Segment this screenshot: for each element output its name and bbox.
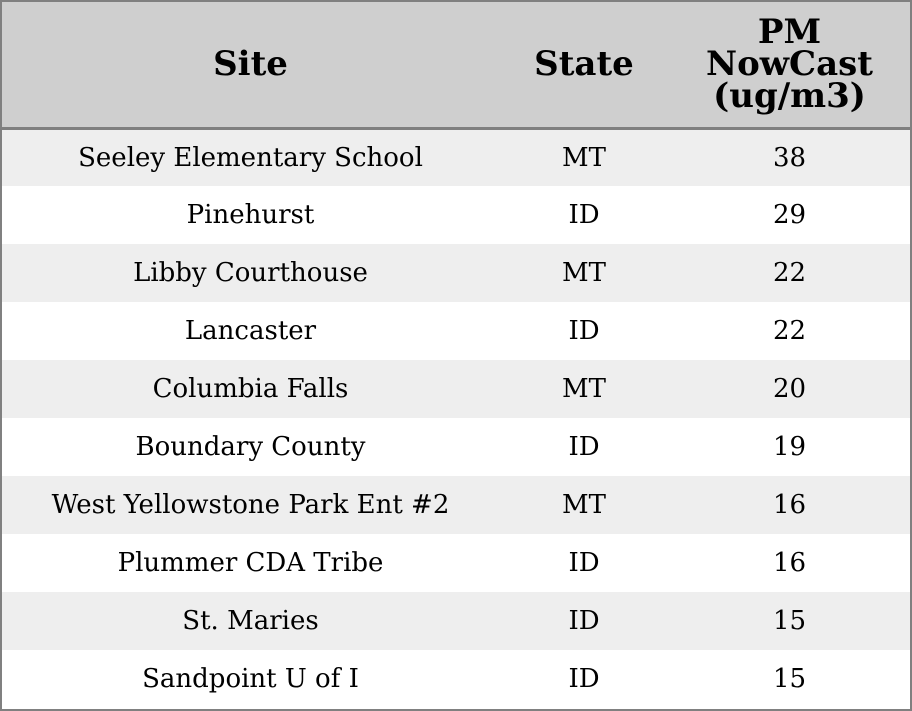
cell-site: Plummer CDA Tribe: [117, 548, 384, 578]
header-site: Site: [2, 2, 499, 128]
cell-state: ID: [568, 548, 600, 578]
cell-state: ID: [568, 200, 600, 230]
cell-state: ID: [568, 432, 600, 462]
table-row: [2, 186, 910, 244]
table-row: [2, 128, 910, 186]
cell-site: Libby Courthouse: [133, 258, 368, 288]
cell-state: ID: [568, 663, 600, 694]
table-row: [2, 592, 910, 650]
table-row: [2, 476, 910, 534]
header-pm-nowcast: [669, 2, 910, 128]
cell-pm-nowcast: 15: [772, 663, 807, 694]
cell-pm-nowcast: 20: [772, 374, 807, 404]
cell-pm-nowcast: 22: [772, 316, 807, 346]
cell-site: Seeley Elementary School: [78, 142, 423, 173]
cell-state: MT: [562, 374, 606, 404]
cell-site: Pinehurst: [186, 200, 315, 230]
cell-pm-nowcast: 16: [772, 548, 807, 578]
cell-pm-nowcast: 22: [772, 258, 807, 288]
cell-site: Boundary County: [135, 432, 366, 462]
table-body: [2, 128, 910, 707]
cell-state: MT: [562, 490, 606, 520]
table-row: [2, 534, 910, 592]
cell-state: MT: [562, 258, 606, 288]
cell-site: Sandpoint U of I: [142, 663, 359, 694]
cell-site: St. Maries: [182, 606, 319, 636]
table-header-row: [2, 2, 910, 128]
cell-state: ID: [568, 606, 600, 636]
table-row: [2, 302, 910, 360]
cell-pm-nowcast: 19: [772, 432, 807, 462]
cell-state: MT: [562, 142, 606, 173]
cell-pm-nowcast: 38: [772, 142, 807, 173]
table-row: [2, 418, 910, 476]
pm-nowcast-table: [2, 2, 910, 707]
header-state: State: [499, 2, 669, 128]
cell-pm-nowcast: 16: [772, 490, 807, 520]
cell-site: West Yellowstone Park Ent #2: [51, 490, 450, 520]
cell-pm-nowcast: 15: [772, 606, 807, 636]
table-row: [2, 244, 910, 302]
cell-site: Columbia Falls: [152, 374, 349, 404]
cell-state: ID: [568, 316, 600, 346]
table-row: [2, 360, 910, 418]
cell-pm-nowcast: 29: [772, 200, 807, 230]
table-row: [2, 650, 910, 707]
cell-site: Lancaster: [184, 316, 317, 346]
header-pm-nowcast-text: PM NowCast (ug/m3): [706, 12, 873, 117]
